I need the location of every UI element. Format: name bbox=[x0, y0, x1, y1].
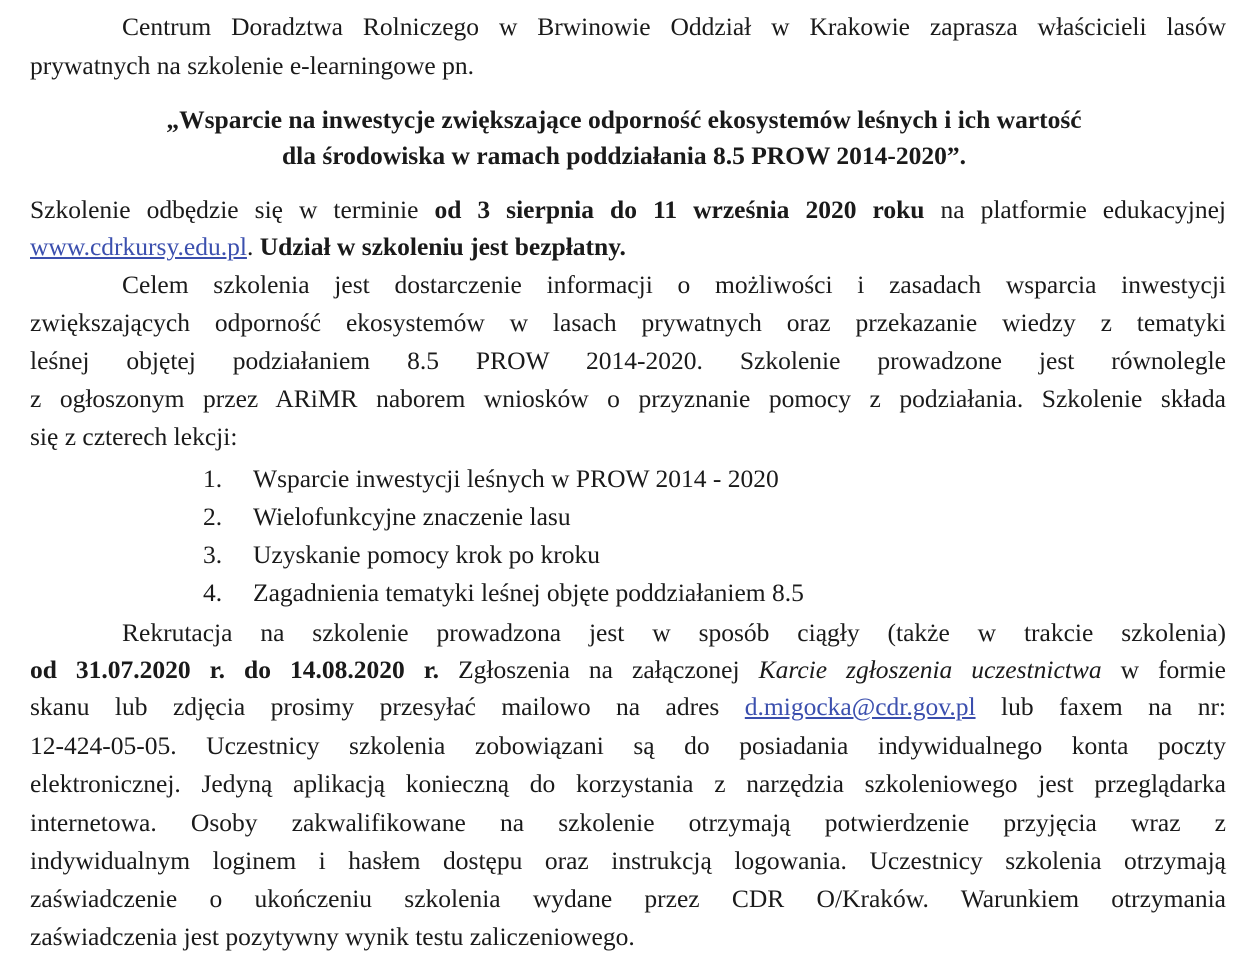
recruit-text-d: lub faxem na nr: bbox=[1001, 692, 1227, 721]
recruit-dates: od 31.07.2020 r. do 14.08.2020 r. bbox=[30, 655, 440, 684]
list-text: Wielofunkcyjne znaczenie lasu bbox=[253, 502, 571, 531]
list-text: Wsparcie inwestycji leśnych w PROW 2014 - 2020 bbox=[253, 464, 779, 493]
recruit-line-8: zaświadczenie o ukończeniu szkolenia wydane przez CDR O/Kraków. Warunkiem otrzymania bbox=[30, 884, 1226, 913]
recruit-line-4: 12-424-05-05. Uczestnicy szkolenia zobowiązani są do posiadania indywidualnego konta poczty bbox=[30, 731, 1226, 760]
purpose-line-2: zwiększających odporność ekosystemów w lasach prywatnych oraz przekazanie wiedzy z tematyki bbox=[30, 308, 1226, 337]
term-dot: . bbox=[246, 232, 254, 261]
recruit-line-7: indywidualnym loginem i hasłem dostępu oraz instrukcją logowania. Uczestnicy szkolenia otrzymają bbox=[30, 846, 1226, 875]
recruit-line-3 bbox=[30, 690, 1226, 724]
application-form-name: Karcie zgłoszenia uczestnictwa bbox=[758, 655, 1102, 684]
term-text-2: na platformie edukacyjnej bbox=[940, 195, 1227, 224]
title-line-2: dla środowiska w ramach poddziałania 8.5 PROW 2014-2020”. bbox=[281, 141, 967, 170]
recruit-line-5: elektronicznej. Jedyną aplikacją konieczną do korzystania z narzędzia szkoleniowego jest przeglądarka bbox=[30, 769, 1226, 798]
term-line bbox=[30, 193, 1226, 227]
list-number: 2. bbox=[203, 502, 223, 531]
title-line-1: „Wsparcie na inwestycje zwiększające odporność ekosystemów leśnych i ich wartość bbox=[166, 105, 1082, 134]
list-text: Zagadnienia tematyki leśnej objęte poddziałaniem 8.5 bbox=[253, 578, 804, 607]
recruit-line-6: internetowa. Osoby zakwalifikowane na szkolenie otrzymają potwierdzenie przyjęcia wraz z bbox=[30, 808, 1226, 837]
recruit-text-b: w formie bbox=[1120, 655, 1226, 684]
list-item bbox=[203, 538, 600, 572]
list-item bbox=[203, 462, 779, 496]
platform-link[interactable]: www.cdrkursy.edu.pl bbox=[30, 232, 247, 261]
purpose-line-5: się z czterech lekcji: bbox=[30, 422, 238, 451]
list-item bbox=[203, 576, 804, 610]
recruit-text-c: skanu lub zdjęcia prosimy przesyłać mailowo na adres bbox=[30, 692, 720, 721]
purpose-line-4: z ogłoszonym przez ARiMR naborem wniosków o przyznanie pomocy z podziałania. Szkolenie składa bbox=[30, 384, 1226, 413]
purpose-line-3: leśnej objętej podziałaniem 8.5 PROW 2014-2020. Szkolenie prowadzone jest równolegle bbox=[30, 346, 1226, 375]
free-notice: Udział w szkoleniu jest bezpłatny. bbox=[259, 232, 626, 261]
intro-line-1: Centrum Doradztwa Rolniczego w Brwinowie Oddział w Krakowie zaprasza właścicieli lasów bbox=[122, 12, 1226, 41]
list-item bbox=[203, 500, 571, 534]
recruit-line-2 bbox=[30, 653, 1226, 687]
list-number: 3. bbox=[203, 540, 223, 569]
purpose-line-1: Celem szkolenia jest dostarczenie informacji o możliwości i zasadach wsparcia inwestycji bbox=[122, 270, 1226, 299]
term-dates: od 3 sierpnia do 11 września 2020 roku bbox=[434, 195, 925, 224]
term-line-2 bbox=[30, 230, 1226, 264]
list-number: 4. bbox=[203, 578, 223, 607]
recruit-line-1: Rekrutacja na szkolenie prowadzona jest w sposób ciągły (także w trakcie szkolenia) bbox=[122, 618, 1226, 647]
list-number: 1. bbox=[203, 464, 223, 493]
email-link[interactable]: d.migocka@cdr.gov.pl bbox=[744, 692, 976, 721]
term-text-1: Szkolenie odbędzie się w terminie bbox=[30, 195, 419, 224]
list-text: Uzyskanie pomocy krok po kroku bbox=[253, 540, 601, 569]
intro-line-2: prywatnych na szkolenie e-learningowe pn. bbox=[30, 51, 474, 80]
recruit-text-a: Zgłoszenia na załączonej bbox=[458, 655, 740, 684]
recruit-line-9: zaświadczenia jest pozytywny wynik testu zaliczeniowego. bbox=[30, 922, 635, 951]
